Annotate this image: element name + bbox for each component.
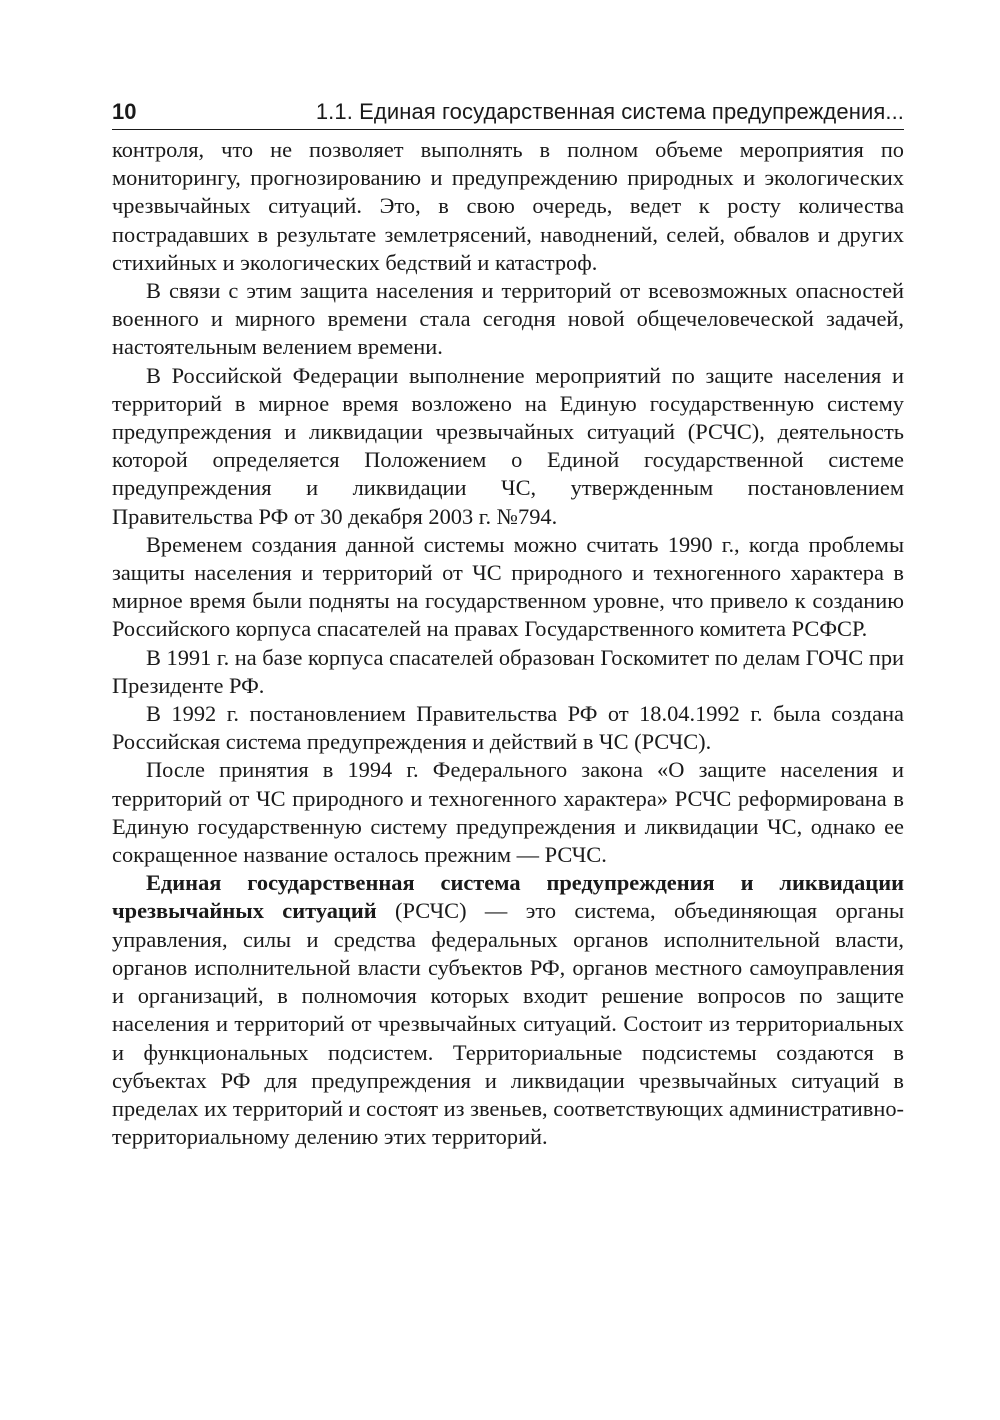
paragraph-2-text: В связи с этим защита населения и территорий от всевозможных опасностей военного и мирного времени стала сегодня новой общечеловеческой задачей, настоятельным велением времени. xyxy=(112,278,904,360)
running-title: 1.1. Единая государственная система предупреждения... xyxy=(315,99,904,124)
paragraph-5-text: В 1991 г. на базе корпуса спасателей образован Госкомитет по делам ГОЧС при Президенте РФ. xyxy=(112,644,904,698)
paragraph-8 xyxy=(112,869,904,1151)
paragraph-6 xyxy=(112,700,904,756)
paragraph-3 xyxy=(112,362,904,531)
paragraph-1 xyxy=(112,136,904,277)
paragraph-7-text: После принятия в 1994 г. Федерального закона «О защите населения и территорий от ЧС природного и техногенного характера» РСЧС реформирована в Единую государственную систему предупреждения и ликвидации ЧС, однако ее сокращенное название осталось прежним — РСЧС. xyxy=(112,757,904,868)
paragraph-6-text: В 1992 г. постановлением Правительства РФ от 18.04.1992 г. была создана Российская система предупреждения и действий в ЧС (РСЧС). xyxy=(112,701,904,755)
page-number: 10 xyxy=(112,99,137,124)
paragraph-4 xyxy=(112,531,904,644)
definition-term: Единая государственная система предупреждения и ликвидации чрезвычайных ситуаций xyxy=(112,870,904,924)
paragraph-2 xyxy=(112,277,904,362)
paragraph-4-text: Временем создания данной системы можно считать 1990 г., когда проблемы защиты населения и территорий от ЧС природного и техногенного характера в мирное время были подняты на государственном уровне, что привело к созданию Российского корпуса спасателей на правах Государственного комитета РСФСР. xyxy=(112,531,904,642)
book-page xyxy=(112,98,904,1151)
paragraph-3-text: В Российской Федерации выполнение мероприятий по защите населения и территорий в мирное время возложено на Единую государственную систему предупреждения и ликвидации чрезвычайных ситуаций (РСЧС), деятельность которой определяется Положением о Единой государственной системе предупреждения и ликвидации ЧС, утвержденным постановлением Правительства РФ от 30 декабря 2003 г. №794. xyxy=(112,362,904,529)
paragraph-1-text: контроля, что не позволяет выполнять в полном объеме мероприятия по мониторингу, прогнозированию и предупреждению природных и экологических чрезвычайных ситуаций. Это, в свою очередь, ведет к росту количества пострадавших в результате землетрясений, наводнений, селей, обвалов и других стихийных и экологических бедствий и катастроф. xyxy=(112,137,904,275)
paragraph-5 xyxy=(112,644,904,700)
paragraph-8-text: (РСЧС) — это система, объединяющая органы управления, силы и средства федеральных органов исполнительной власти, органов исполнительной власти субъектов РФ, органов местного самоуправления и организаций, в полномочия которых входит решение вопросов по защите населения и территорий от чрезвычайных ситуаций. Состоит из территориальных и функциональных подсистем. Территориальные подсистемы создаются в субъектах РФ для предупреждения и ликвидации чрезвычайных ситуаций в пределах их территорий и состоят из звеньев, соответствующих административно-территориальному делению этих территорий. xyxy=(112,898,904,1150)
body-text xyxy=(112,136,904,1151)
running-head xyxy=(112,98,904,130)
paragraph-7 xyxy=(112,756,904,869)
